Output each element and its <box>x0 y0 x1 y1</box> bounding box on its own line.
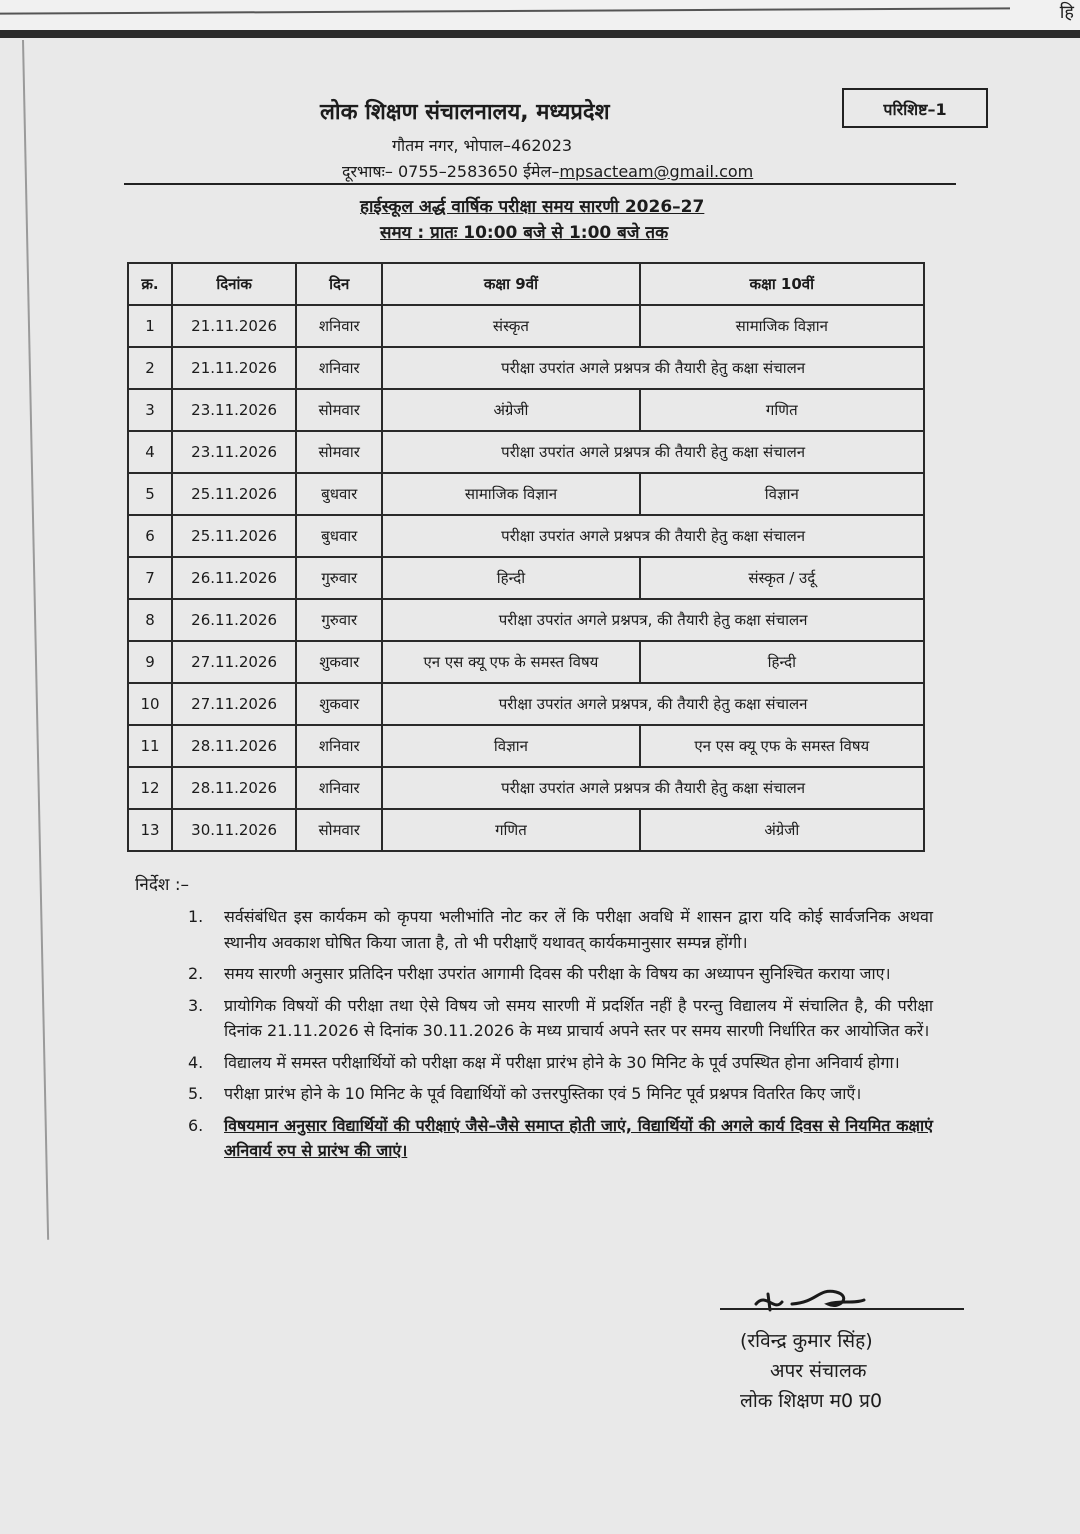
cell-class-10: सामाजिक विज्ञान <box>640 305 924 347</box>
cell-date: 28.11.2026 <box>172 725 296 767</box>
table-row <box>128 767 924 809</box>
cell-date: 27.11.2026 <box>172 641 296 683</box>
signatory-designation: अपर संचालक <box>770 1360 867 1382</box>
cell-no: 10 <box>128 683 172 725</box>
header-date: दिनांक <box>172 263 296 305</box>
cell-no: 3 <box>128 389 172 431</box>
phone: दूरभाषः– 0755–2583650 <box>342 162 518 181</box>
cell-no: 8 <box>128 599 172 641</box>
note-number: 5. <box>188 1084 204 1103</box>
header-class-9: कक्षा 9वीं <box>382 263 639 305</box>
note-text: विषयमान अनुसार विद्यार्थियों की परीक्षाएं जैसे–जैसे समाप्त होती जाएं, विद्यार्थियों की अगले कार्य दिवस से नियमित कक्षाएं अनिवार्य रुप से प्रारंभ की जाएं। <box>224 1115 933 1160</box>
cell-no: 5 <box>128 473 172 515</box>
cell-date: 26.11.2026 <box>172 557 296 599</box>
note-text: परीक्षा प्रारंभ होने के 10 मिनिट के पूर्व विद्यार्थियों को उत्तरपुस्तिका एवं 5 मिनिट पूर्व प्रश्नपत्र वितरित किए जाएँ। <box>224 1084 862 1103</box>
cell-class-10: गणित <box>640 389 924 431</box>
cell-day: सोमवार <box>296 389 382 431</box>
cell-date: 27.11.2026 <box>172 683 296 725</box>
table-row <box>128 599 924 641</box>
table-row <box>128 641 924 683</box>
email[interactable]: mpsacteam@gmail.com <box>559 162 754 181</box>
cell-class-10: विज्ञान <box>640 473 924 515</box>
cell-date: 23.11.2026 <box>172 389 296 431</box>
cell-class-9: गणित <box>382 809 639 851</box>
cell-date: 23.11.2026 <box>172 431 296 473</box>
cell-day: शुकवार <box>296 683 382 725</box>
cell-date: 28.11.2026 <box>172 767 296 809</box>
table-header-row <box>128 263 924 305</box>
cell-prep-note: परीक्षा उपरांत अगले प्रश्नपत्र की तैयारी हेतु कक्षा संचालन <box>382 515 924 557</box>
signatory-block <box>740 1326 882 1416</box>
cell-date: 25.11.2026 <box>172 515 296 557</box>
doc-title: हाईस्कूल अर्द्ध वार्षिक परीक्षा समय सारणी 2026–27 <box>360 197 705 217</box>
table-row <box>128 515 924 557</box>
cell-prep-note: परीक्षा उपरांत अगले प्रश्नपत्र, की तैयारी हेतु कक्षा संचालन <box>382 683 924 725</box>
cell-no: 12 <box>128 767 172 809</box>
table-row <box>128 809 924 851</box>
org-name: लोक शिक्षण संचालनालय, मध्यप्रदेश <box>320 100 610 125</box>
note-item <box>188 1113 933 1164</box>
notes-list <box>188 904 933 1170</box>
note-number: 6. <box>188 1115 204 1135</box>
note-number: 2. <box>188 964 204 983</box>
note-number: 1. <box>188 907 204 926</box>
note-number: 4. <box>188 1052 204 1072</box>
cell-day: शनिवार <box>296 305 382 347</box>
cell-class-10: हिन्दी <box>640 641 924 683</box>
left-fold-mark <box>22 40 49 1240</box>
table-row <box>128 305 924 347</box>
cell-no: 11 <box>128 725 172 767</box>
table-row <box>128 389 924 431</box>
cell-day: बुधवार <box>296 515 382 557</box>
cell-class-10: एन एस क्यू एफ के समस्त विषय <box>640 725 924 767</box>
cell-prep-note: परीक्षा उपरांत अगले प्रश्नपत्र की तैयारी हेतु कक्षा संचालन <box>382 767 924 809</box>
table-row <box>128 725 924 767</box>
exam-time: समय : प्रातः 10:00 बजे से 1:00 बजे तक <box>380 223 669 243</box>
table-row <box>128 347 924 389</box>
cell-prep-note: परीक्षा उपरांत अगले प्रश्नपत्र की तैयारी हेतु कक्षा संचालन <box>382 431 924 473</box>
cell-class-9: एन एस क्यू एफ के समस्त विषय <box>382 641 639 683</box>
cell-day: शनिवार <box>296 725 382 767</box>
cell-date: 25.11.2026 <box>172 473 296 515</box>
cell-class-10: अंग्रेजी <box>640 809 924 851</box>
header-class-10: कक्षा 10वीं <box>640 263 924 305</box>
note-text: विद्यालय में समस्त परीक्षार्थियों को परीक्षा कक्ष में परीक्षा प्रारंभ होने के 30 मिनिट के पूर्व उपस्थित होना अनिवार्य होगा। <box>224 1052 900 1072</box>
note-item <box>188 1081 933 1107</box>
cell-no: 13 <box>128 809 172 851</box>
note-text: समय सारणी अनुसार प्रतिदिन परीक्षा उपरांत आगामी दिवस की परीक्षा के विषय का अध्यापन सुनिश्चित कराया जाए। <box>224 964 891 983</box>
signature-rule <box>720 1308 964 1310</box>
table-row <box>128 683 924 725</box>
table-body <box>128 305 924 851</box>
cell-day: गुरुवार <box>296 557 382 599</box>
table-row <box>128 431 924 473</box>
signatory-office: लोक शिक्षण म0 प्र0 <box>740 1390 883 1412</box>
annex-box: परिशिष्ट–1 <box>842 88 988 128</box>
cell-day: सोमवार <box>296 431 382 473</box>
cell-no: 2 <box>128 347 172 389</box>
cell-no: 7 <box>128 557 172 599</box>
note-item <box>188 993 933 1044</box>
cell-class-9: विज्ञान <box>382 725 639 767</box>
cell-date: 30.11.2026 <box>172 809 296 851</box>
note-item <box>188 1050 933 1076</box>
note-item <box>188 961 933 987</box>
signature <box>748 1282 868 1316</box>
cell-no: 9 <box>128 641 172 683</box>
cell-no: 1 <box>128 305 172 347</box>
note-text: सर्वसंबंधित इस कार्यकम को कृपया भलीभांति नोट कर लें कि परीक्षा अवधि में शासन द्वारा यदि कोई सार्वजनिक अथवा स्थानीय अवकाश घोषित किया जाता है, तो भी परीक्षाएँ यथावत् कार्यकमानुसार सम्पन्न होंगी। <box>224 907 933 952</box>
org-address: गौतम नगर, भोपाल–462023 <box>392 136 573 155</box>
top-margin <box>0 0 1080 30</box>
cell-class-10: संस्कृत / उर्दू <box>640 557 924 599</box>
cell-class-9: अंग्रेजी <box>382 389 639 431</box>
schedule-table <box>127 262 925 852</box>
table-row <box>128 557 924 599</box>
cell-day: शुकवार <box>296 641 382 683</box>
cell-prep-note: परीक्षा उपरांत अगले प्रश्नपत्र, की तैयारी हेतु कक्षा संचालन <box>382 599 924 641</box>
cell-day: सोमवार <box>296 809 382 851</box>
contact-line <box>342 160 753 182</box>
notes-heading: निर्देश :– <box>135 875 190 895</box>
cell-date: 21.11.2026 <box>172 347 296 389</box>
cell-date: 21.11.2026 <box>172 305 296 347</box>
cell-day: शनिवार <box>296 347 382 389</box>
cell-class-9: संस्कृत <box>382 305 639 347</box>
cell-no: 6 <box>128 515 172 557</box>
cell-day: बुधवार <box>296 473 382 515</box>
cell-date: 26.11.2026 <box>172 599 296 641</box>
header-day: दिन <box>296 263 382 305</box>
cell-no: 4 <box>128 431 172 473</box>
note-text: प्रायोगिक विषयों की परीक्षा तथा ऐसे विषय जो समय सारणी में प्रदर्शित नहीं है परन्तु विद्यालय में संचालित है, की परीक्षा दिनांक 21.11.2026 से दिनांक 30.11.2026 के मध्य प्राचार्य अपने स्तर पर समय सारणी निर्धारित कर आयोजित करें। <box>224 995 933 1040</box>
note-item <box>188 904 933 955</box>
cell-class-9: हिन्दी <box>382 557 639 599</box>
top-rule-thick <box>0 30 1080 38</box>
cell-class-9: सामाजिक विज्ञान <box>382 473 639 515</box>
signatory-name: (रविन्द्र कुमार सिंह) <box>740 1330 873 1352</box>
note-number: 3. <box>188 995 204 1015</box>
header-rule <box>124 183 956 185</box>
cell-day: शनिवार <box>296 767 382 809</box>
corner-mark: हि <box>1059 2 1074 23</box>
table-row <box>128 473 924 515</box>
cell-day: गुरुवार <box>296 599 382 641</box>
cell-prep-note: परीक्षा उपरांत अगले प्रश्नपत्र की तैयारी हेतु कक्षा संचालन <box>382 347 924 389</box>
header-no: क्र. <box>128 263 172 305</box>
email-label: ईमेल– <box>523 162 560 181</box>
